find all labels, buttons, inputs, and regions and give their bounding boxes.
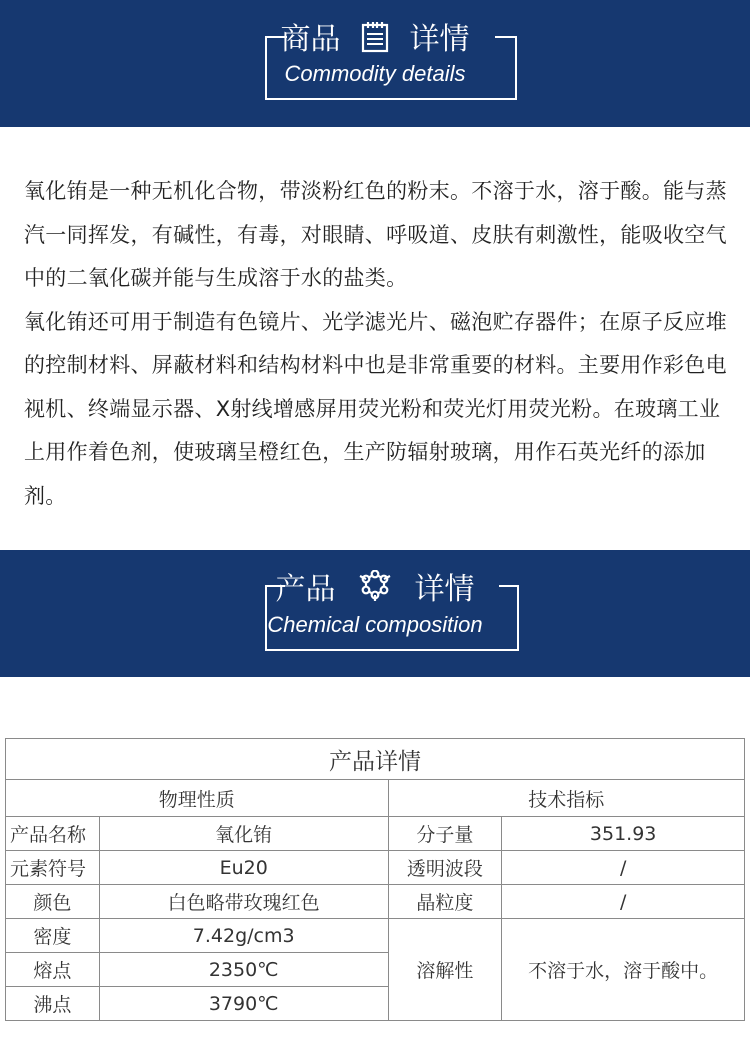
section-subtitle: Commodity details <box>284 61 466 86</box>
section-title-left: 产品 <box>275 572 336 607</box>
property-label: 沸点 <box>6 987 100 1021</box>
physical-properties-header: 物理性质 <box>6 780 389 817</box>
section-subtitle: Chemical composition <box>267 612 483 637</box>
spec-value: 351.93 <box>502 817 745 851</box>
table-row <box>6 885 745 919</box>
spec-value: / <box>502 851 745 885</box>
product-spec-table <box>5 738 745 1021</box>
section-title-right: 详情 <box>409 22 470 57</box>
section-title <box>0 21 750 59</box>
table-row <box>6 851 745 885</box>
solubility-value: 不溶于水，溶于酸中。 <box>502 919 745 1021</box>
property-value: 氧化铕 <box>99 817 388 851</box>
notepad-icon <box>360 21 390 59</box>
product-description <box>24 170 736 518</box>
table-row <box>6 817 745 851</box>
technical-specs-header: 技术指标 <box>388 780 745 817</box>
description-paragraph: 氧化铕还可用于制造有色镜片、光学滤光片、磁泡贮存器件；在原子反应堆的控制材料、屏蔽材料和结构材料中也是非常重要的材料。主要用作彩色电视机、终端显示器、X射线增感屏用荧光粉和荧光灯用荧光粉。在玻璃工业上用作着色剂，使玻璃呈橙红色，生产防辐射玻璃，用作石英光纤的添加剂。 <box>24 309 727 508</box>
description-paragraph: 氧化铕是一种无机化合物，带淡粉红色的粉末。不溶于水，溶于酸。能与蒸汽一同挥发，有碱性，有毒，对眼睛、呼吸道、皮肤有刺激性，能吸收空气中的二氧化碳并能与生成溶于水的盐类。 <box>24 179 727 290</box>
section-title-right: 详情 <box>414 572 475 607</box>
section-title <box>0 570 750 610</box>
table-row <box>6 919 745 953</box>
property-label: 产品名称 <box>6 817 100 851</box>
property-value: 7.42g/cm3 <box>99 919 388 953</box>
property-value: Eu20 <box>99 851 388 885</box>
section-title-left: 商品 <box>280 22 341 57</box>
property-label: 元素符号 <box>6 851 100 885</box>
spec-label: 晶粒度 <box>388 885 502 919</box>
molecule-icon <box>355 570 395 610</box>
property-label: 熔点 <box>6 953 100 987</box>
solubility-label: 溶解性 <box>388 919 502 1021</box>
property-value: 2350℃ <box>99 953 388 987</box>
spec-value: / <box>502 885 745 919</box>
chemical-composition-banner <box>0 550 750 677</box>
spec-label: 透明波段 <box>388 851 502 885</box>
property-value: 3790℃ <box>99 987 388 1021</box>
property-label: 密度 <box>6 919 100 953</box>
table-title: 产品详情 <box>6 739 745 780</box>
spec-label: 分子量 <box>388 817 502 851</box>
property-label: 颜色 <box>6 885 100 919</box>
commodity-details-banner <box>0 0 750 127</box>
property-value: 白色略带玫瑰红色 <box>99 885 388 919</box>
